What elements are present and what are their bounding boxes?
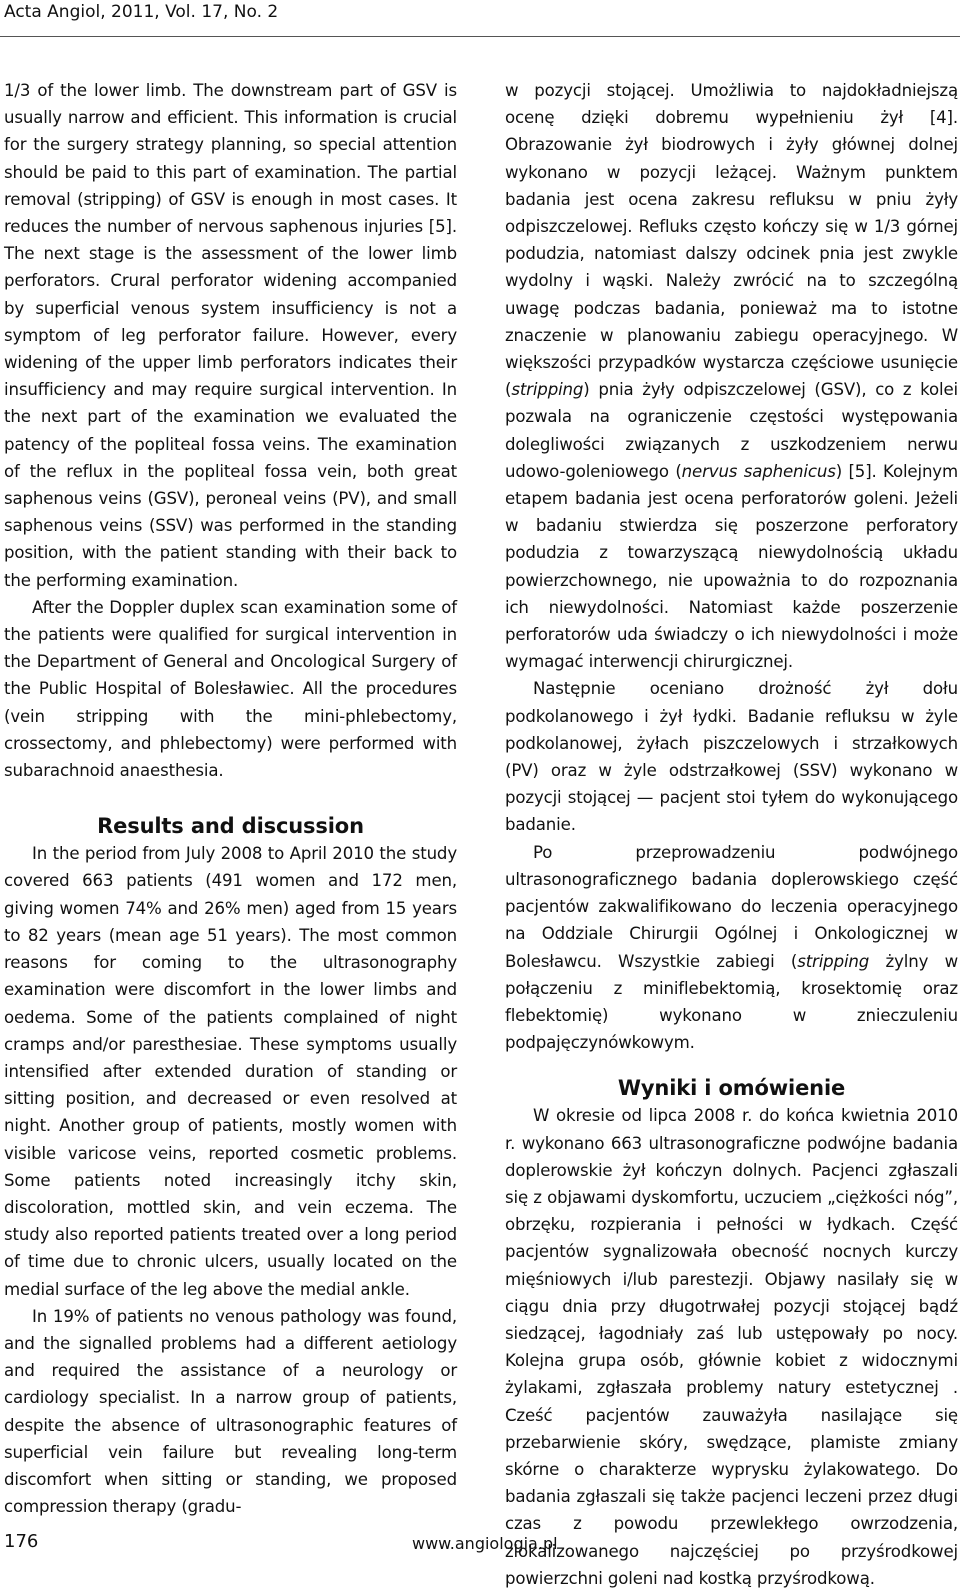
italic-term: stripping	[797, 951, 870, 971]
text-run: ) pnia żyły odpiszczelowej (GSV), co z kolei pozwala na ograniczenie częstości występowania dolegliwości związanych z uszkodzeniem nerwu udowo-goleniowego (	[505, 380, 958, 481]
paragraph-surgical-intervention: After the Doppler duplex scan examination some of the patients were qualified for surgical intervention in the Department of General and Oncological Surgery of the Public Hospital of Bolesławiec. All the procedures (vein stripping with the mini-phlebectomy, crossectomy, and phlebectomy) were performed with subarachnoid anaesthesia.	[4, 597, 457, 781]
paragraph-methods-continued: 1/3 of the lower limb. The downstream part of GSV is usually narrow and efficient. This information is crucial for the surgery strategy planning, so special attention should be paid to this part of examination. The partial removal (stripping) of GSV is enough in most cases. It reduces the number of nervous saphenous injuries [5]. The next stage is the assessment of the lower limb perforators. Crural perforator widening accompanied by superficial venous system insufficiency is not a symptom of leg perforator failure. However, every widening of the upper limb perforators indicates their insufficiency and may require surgical intervention. In the next part of the examination we evaluated the patency of the popliteal fossa veins. The examination of the reflux in the popliteal fossa vein, both great saphenous veins (GSV), peroneal veins (PV), and small saphenous veins (SSV) was performed in the standing position, with the patient standing with their back to the performing examination.	[4, 81, 457, 590]
text-run: ) [5]. Kolejnym etapem badania jest ocena perforatorów goleni. Jeżeli w badaniu stwierdza się poszerzone perforatory podudzia z towarzyszącą niewydolnością układu powierzchownego, nie upoważnia to do rozpoznania ich niewydolności. Natomiast każde poszerzenie perforatorów uda świadczy o ich niewydolności i może wymagać interwencji chirurgicznej.	[505, 461, 958, 672]
paragraph-study-population: In the period from July 2008 to April 2010 the study covered 663 patients (491 women and 172 men, giving women 74% and 26% men) aged from 15 years to 82 years (mean age 51 years). The most common reasons for coming to the ultrasonography examination were discomfort in the lower limbs and oedema. Some of the patients complained of night cramps and/or paresthesiae. These symptoms usually intensified after extended duration of standing or sitting position, and decreased or even resolved at night. Another group of patients, mostly women with visible varicose veins, reported cosmetic problems. Some patients noted increasingly itchy skin, discoloration, mottled skin, and vein eczema. The study also reported patients treated over a long period of time due to chronic ulcers, usually located on the medial surface of the leg above the medial ankle.	[4, 844, 457, 1299]
running-head: Acta Angiol, 2011, Vol. 17, No. 2	[4, 2, 279, 22]
text-run: żylny w połączeniu z miniflebektomią, krosektomię oraz flebektomię) wykonano w znieczuleniu podpajęczynówkowym.	[505, 951, 958, 1053]
right-column-polish	[505, 77, 958, 1592]
left-column-english	[4, 77, 457, 1520]
paragraph-no-pathology: In 19% of patients no venous pathology was found, and the signalled problems had a different aetiology and required the assistance of a neurology or cardiology specialist. In a narrow group of patients, despite the absence of ultrasonographic features of superficial vein failure but revealing long-term discomfort when sitting or standing, we proposed compression therapy (gradu-	[4, 1306, 457, 1517]
paragraph-metody-ciag	[505, 77, 958, 675]
spacer	[505, 1056, 958, 1074]
paragraph-badana-grupa: W okresie od lipca 2008 r. do końca kwietnia 2010 r. wykonano 663 ultrasonograficzne podwójne badania doplerowskie żył kończyn dolnych. Pacjenci zgłaszali się z objawami dyskomfortu, uczuciem „ciężkości nóg”, obrzęku, rozpierania i pełności w łydkach. Część pacjentów sygnalizowała obecność nocnych kurczy mięśniowych i/lub parestezji. Objawy nasilały się w ciągu dnia przy długotrwałej pozycji stojącej bądź siedzącej, łagodniały zaś lub ustępowały po nocy. Kolejna grupa osób, głównie kobiet z widocznymi żylakami, zgłaszała problemy natury estetycznej . Cześć pacjentów zauważyła nasilające się przebarwienie skóry, swędzące, plamiste zmiany skórne o charakterze wyprysku żylakowatego. Do badania zgłaszali się także pacjenci leczeni przez długi czas z powodu przewlekłego owrzodzenia, zlokalizowanego najczęściej po przyśrodkowej powierzchni goleni nad kostką przyśrodkową.	[505, 1106, 958, 1588]
paragraph-droznosc-zyl: Następnie oceniano drożność żył dołu podkolanowego i żył łydki. Badanie refluksu w żyle podkolanowej, żyłach piszczelowych i strzałkowych (PV) oraz w żyle odstrzałkowej (SSV) wykonano w pozycji stojącej — pacjent stoi tyłem do wykonującego badanie.	[505, 679, 958, 835]
spacer	[4, 784, 457, 812]
page-number: 176	[4, 1531, 39, 1552]
header-rule	[0, 36, 960, 37]
italic-term: nervus saphenicus	[681, 461, 836, 481]
section-heading-results: Results and discussion	[97, 814, 364, 839]
text-run: w pozycji stojącej. Umożliwia to najdokładniejszą ocenę dzięki dobremu wypełnieniu żył [4]. Obrazowanie żył biodrowych i żyły głównej dolnej wykonano w pozycji leżącej. Ważnym punktem badania jest ocena zakresu refluksu w pniu żyły odpiszczelowej. Refluks często kończy się w 1/3 górnej podudzia, natomiast dalszy odcinek pnia jest zwykle wydolny i wąski. Należy zwrócić na to szczególną uwagę podczas badania, ponieważ ma to istotne znaczenie w planowaniu zabiegu operacyjnego. W większości przypadków wystarcza częściowe usunięcie (	[505, 81, 958, 400]
section-heading-wyniki: Wyniki i omówienie	[617, 1076, 846, 1101]
italic-term: stripping	[511, 380, 584, 400]
website-url: www.angiologia.pl	[412, 1534, 558, 1553]
paragraph-leczenie-operacyjne	[505, 839, 958, 1057]
text-run: Po przeprowadzeniu podwójnego ultrasonograficznego badania doplerowskiego część pacjentów zakwalifikowano do leczenia operacyjnego na Oddziale Chirurgii Ogólnej i Onkologicznej w Bolesławcu. Wszystkie zabiegi (	[505, 842, 958, 971]
